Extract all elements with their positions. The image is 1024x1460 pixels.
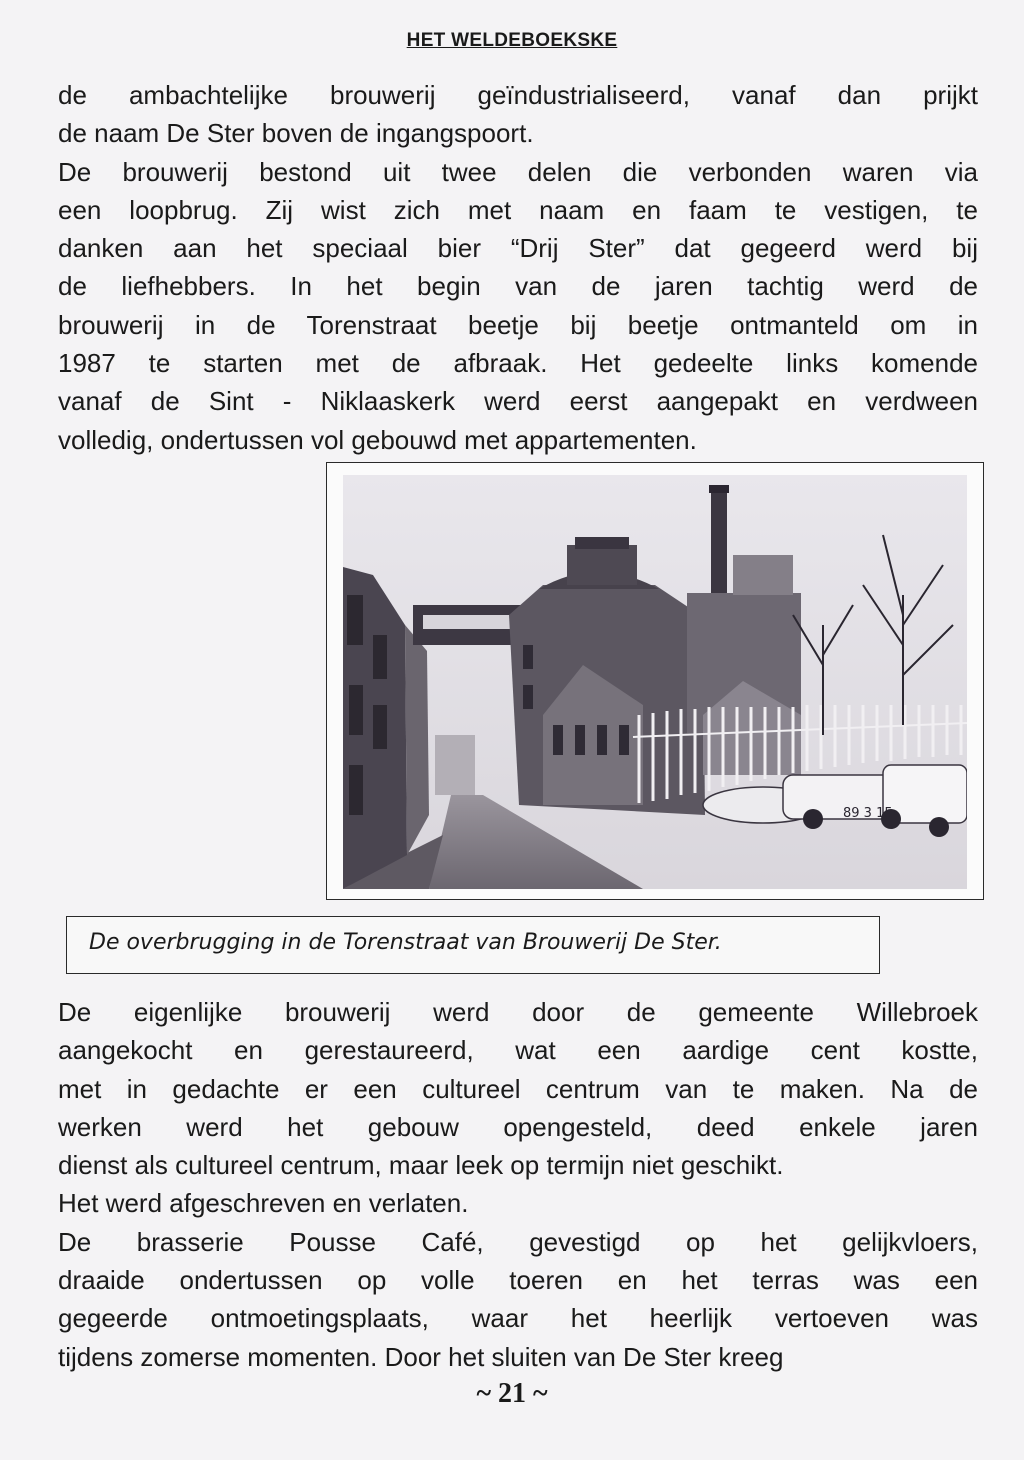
text-line: de liefhebbers. In het begin van de jaren tachtig werd de bbox=[58, 271, 978, 302]
text-line: de naam De Ster boven de ingangspoort. bbox=[58, 118, 534, 149]
text-line: danken aan het speciaal bier “Drij Ster” dat gegeerd werd bij bbox=[58, 233, 978, 264]
text-line: met in gedachte er een cultureel centrum van te maken. Na de bbox=[58, 1073, 978, 1104]
text-line: tijdens zomerse momenten. Door het sluiten van De Ster kreeg bbox=[58, 1341, 784, 1372]
caption-box bbox=[66, 916, 880, 974]
paragraph-top bbox=[58, 76, 978, 459]
text-line: dienst als cultureel centrum, maar leek op termijn niet geschikt. bbox=[58, 1150, 784, 1181]
text-line: 1987 te starten met de afbraak. Het gedeelte links komende bbox=[58, 348, 978, 379]
photo-date-stamp: 89 3 15 bbox=[843, 806, 893, 821]
text-line: gegeerde ontmoetingsplaats, waar het heerlijk vertoeven was bbox=[58, 1303, 978, 1334]
brewery-photo bbox=[343, 475, 967, 889]
paragraph-bottom bbox=[58, 993, 978, 1376]
text-line: De brasserie Pousse Café, gevestigd op het gelijkvloers, bbox=[58, 1226, 978, 1257]
figure-caption: De overbrugging in de Torenstraat van Brouwerij De Ster. bbox=[89, 930, 722, 955]
text-line: Het werd afgeschreven en verlaten. bbox=[58, 1188, 469, 1219]
text-line: werken werd het gebouw opengesteld, deed enkele jaren bbox=[58, 1111, 978, 1142]
text-line: draaide ondertussen op volle toeren en het terras was een bbox=[58, 1265, 978, 1296]
text-line: aangekocht en gerestaureerd, wat een aardige cent kostte, bbox=[58, 1035, 978, 1066]
text-line: de ambachtelijke brouwerij geïndustrialiseerd, vanaf dan prijkt bbox=[58, 80, 978, 110]
text-line: De eigenlijke brouwerij werd door de gemeente Willebroek bbox=[58, 997, 978, 1027]
running-header: HET WELDEBOEKSKE bbox=[406, 30, 618, 51]
photo-frame bbox=[326, 462, 984, 900]
text-line: brouwerij in de Torenstraat beetje bij beetje ontmanteld om in bbox=[58, 309, 978, 340]
text-line: een loopbrug. Zij wist zich met naam en faam te vestigen, te bbox=[58, 194, 978, 225]
text-line: volledig, ondertussen vol gebouwd met appartementen. bbox=[58, 424, 697, 455]
text-line: vanaf de Sint - Niklaaskerk werd eerst aangepakt en verdween bbox=[58, 386, 978, 417]
text-line: De brouwerij bestond uit twee delen die verbonden waren via bbox=[58, 156, 978, 187]
page-number: ~ 21 ~ bbox=[476, 1378, 548, 1409]
